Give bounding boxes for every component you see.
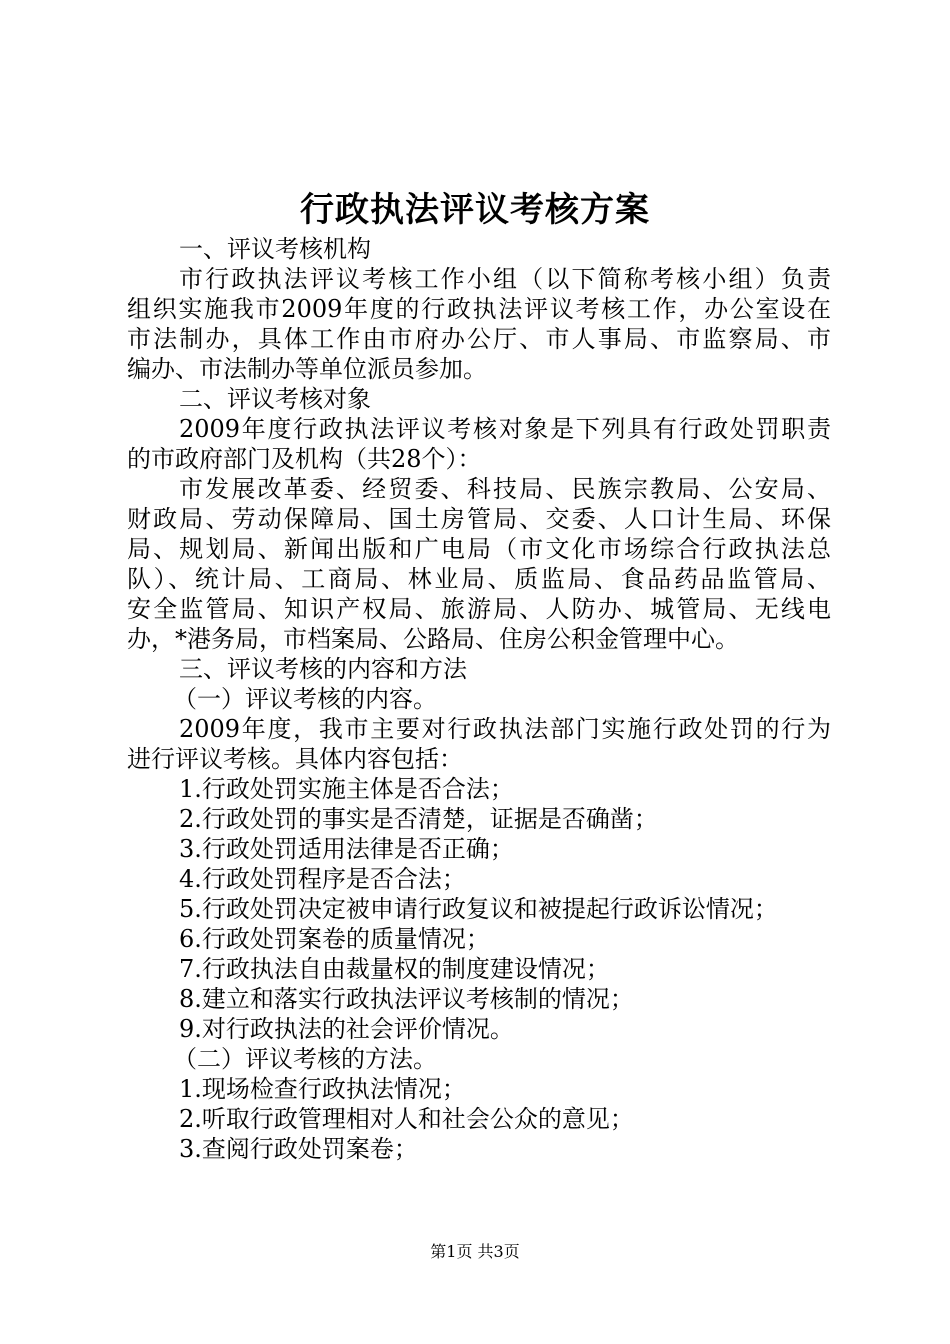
text-line: 8.建立和落实行政执法评议考核制的情况； [179,985,634,1013]
text-line: 市行政执法评议考核工作小组（以下简称考核小组）负责 [179,265,831,293]
text-line: 1.行政处罚实施主体是否合法； [179,775,514,803]
page-footer: 第1页 共3页 [430,1242,520,1261]
text-line: 4.行政处罚程序是否合法； [179,865,466,893]
text-line: 二、评议考核对象 [179,385,371,413]
text-line: 一、评议考核机构 [179,235,371,263]
text-line: 2.听取行政管理相对人和社会公众的意见； [179,1105,634,1133]
text-line: 三、评议考核的内容和方法 [179,655,467,683]
text-line: 3.行政处罚适用法律是否正确； [179,835,514,863]
text-line: 编办、市法制办等单位派员参加。 [127,355,487,383]
text-line: 7.行政执法自由裁量权的制度建设情况； [179,955,610,983]
text-line: （一）评议考核的内容。 [173,685,437,713]
text-line: 安全监管局、知识产权局、旅游局、人防办、城管局、无线电 [127,595,831,623]
text-line: 进行评议考核。具体内容包括： [127,745,463,773]
text-line: 组织实施我市2009年度的行政执法评议考核工作，办公室设在 [127,295,831,323]
text-line: 局、规划局、新闻出版和广电局（市文化市场综合行政执法总 [127,535,831,563]
text-line: 3.查阅行政处罚案卷； [179,1135,418,1163]
text-line: 2009年度，我市主要对行政执法部门实施行政处罚的行为 [179,715,831,743]
text-line: 队）、统计局、工商局、林业局、质监局、食品药品监管局、 [127,565,831,593]
text-line: 9.对行政执法的社会评价情况。 [179,1015,514,1043]
text-line: 财政局、劳动保障局、国土房管局、交委、人口计生局、环保 [127,505,831,533]
text-line: 2009年度行政执法评议考核对象是下列具有行政处罚职责 [179,415,831,443]
text-line: 市法制办，具体工作由市府办公厅、市人事局、市监察局、市 [127,325,831,353]
text-line: 的市政府部门及机构（共28个）： [127,445,482,473]
text-line: 5.行政处罚决定被申请行政复议和被提起行政诉讼情况； [179,895,778,923]
text-line: 2.行政处罚的事实是否清楚，证据是否确凿； [179,805,658,833]
text-line: 1.现场检查行政执法情况； [179,1075,466,1103]
document-body [127,234,831,1164]
text-line: 市发展改革委、经贸委、科技局、民族宗教局、公安局、 [179,475,831,503]
text-line: （二）评议考核的方法。 [173,1045,437,1073]
text-line: 6.行政处罚案卷的质量情况； [179,925,490,953]
document-title: 行政执法评议考核方案 [300,190,650,230]
text-line: 办，*港务局，市档案局、公路局、住房公积金管理中心。 [127,625,739,653]
